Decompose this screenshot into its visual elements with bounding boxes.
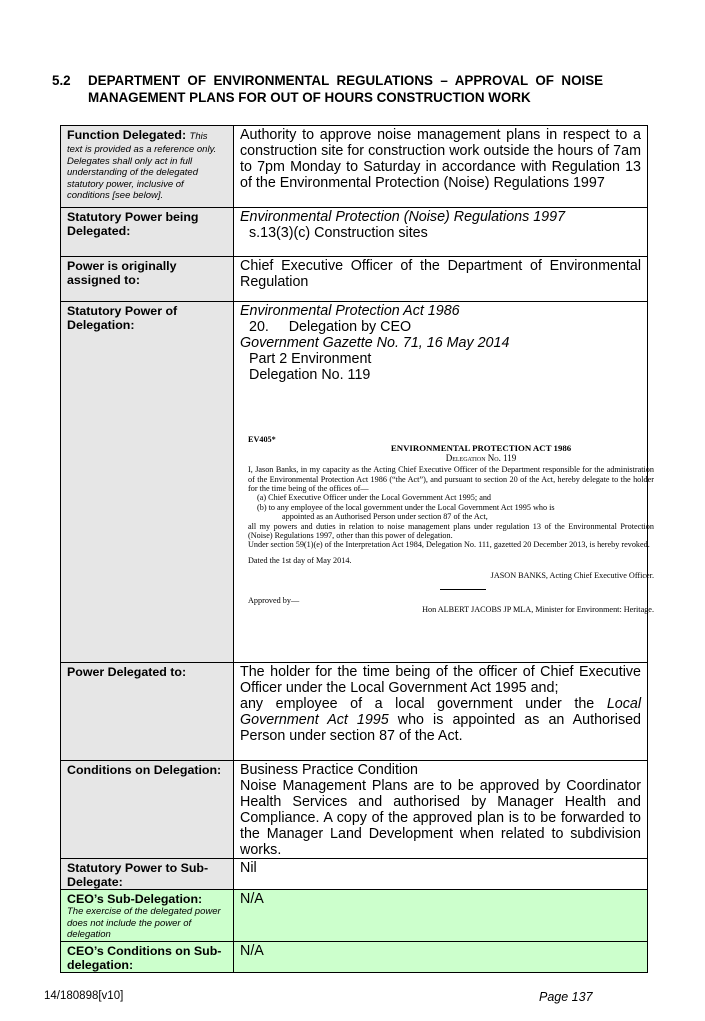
gazette-divider — [440, 589, 486, 590]
row-conditions — [61, 761, 648, 859]
gazette-approved: Approved by— — [248, 595, 300, 605]
gazette-title: ENVIRONMENTAL PROTECTION ACT 1986 — [390, 443, 572, 454]
gazette-delegation-no: Delegation No. 119 — [445, 452, 517, 463]
gazette-item-b: (b) to any employee of the local government under the Local Government Act 1995 who is — [257, 502, 555, 512]
value-ceo-conditions: N/A — [234, 941, 648, 972]
value-function-delegated: Authority to approve noise management plans in respect to a construction site for construction work outside the hours of 7am to 7pm Monday to Saturday in accordance with Regulation 13 of the Environmental Protection (Noise) Regulations 1997 — [234, 126, 648, 208]
label-delegated-to: Power Delegated to: — [61, 663, 234, 761]
document-reference: 14/180898[v10] — [44, 990, 124, 1002]
label-statutory-power: Statutory Power being Delegated: — [61, 208, 234, 257]
gazette-dated: Dated the 1st day of May 2014. — [248, 555, 352, 565]
label-ceo-sub-delegation: CEO’s Sub-Delegation: The exercise of the delegated power does not include the power of delegation — [61, 890, 234, 942]
gazette-item-a: (a) Chief Executive Officer under the Local Government Act 1995; and — [257, 493, 492, 503]
row-delegated-to — [61, 663, 648, 761]
delegation-table — [60, 125, 654, 973]
gazette-para-3: Under section 59(1)(e) of the Interpretation Act 1984, Delegation No. 111, gazetted 20 December 2013, is hereby revoked. — [248, 540, 650, 550]
row-statutory-power — [61, 208, 648, 257]
gazette-code: EV405* — [248, 435, 276, 444]
section-number: 5.2 — [52, 73, 71, 88]
section-title-line-2: MANAGEMENT PLANS FOR OUT OF HOURS CONSTRUCTION WORK — [88, 90, 531, 105]
gazette-minister: Hon ALBERT JACOBS JP MLA, Minister for Environment: Heritage. — [422, 605, 654, 615]
value-delegated-to: The holder for the time being of the officer of Chief Executive Officer under the Local Government Act 1995 and; any employee of a local government under the Local Government Act 1995 who is appointed as an Authorised Person under section 87 of the Act. — [234, 663, 648, 761]
section-title-line-1: DEPARTMENT OF ENVIRONMENTAL REGULATIONS – APPROVAL OF NOISE — [88, 73, 604, 88]
label-function-delegated: Function Delegated: This text is provided as a reference only. Delegates shall only act in full understanding of the delegated statutory power, inclusive of conditions [see below]. — [61, 126, 234, 208]
gazette-extract — [248, 435, 654, 615]
gazette-para-2: all my powers and duties in relation to noise management plans under regulation 13 of the Environmental Protection (Noise) Regulations 1997, other than this power of delegation. — [248, 521, 654, 541]
row-ceo-conditions — [61, 941, 648, 972]
label-power-of-delegation: Statutory Power of Delegation: — [61, 302, 234, 663]
gazette-para-1: I, Jason Banks, in my capacity as the Acting Chief Executive Officer of the Department responsible for the administration of the Environmental Protection Act 1986 (“the Act”), and pursuant to section 20 of the Act, hereby delegate to the holder for the time being of the offices of— — [248, 465, 654, 494]
label-originally-assigned: Power is originally assigned to: — [61, 257, 234, 302]
row-sub-delegate — [61, 859, 648, 890]
ceo-sub-delegation-note: The exercise of the delegated power does not include the power of delegation — [67, 906, 221, 941]
value-conditions: Business Practice Condition Noise Management Plans are to be approved by Coordinator Health Services and authorised by Manager Health and Compliance. A copy of the approved plan is to be forwarded to the Manager Land Development when related to subdivision works. — [234, 761, 648, 859]
value-ceo-sub-delegation: N/A — [234, 890, 648, 942]
page-number: Page 137 — [539, 990, 593, 1004]
function-note: text is provided as a reference only. Delegates shall only act in full understanding of the delegated statutory power, inclusive of conditions [see below]. — [67, 144, 217, 202]
gazette-signatory: JASON BANKS, Acting Chief Executive Officer. — [490, 571, 654, 581]
note-inline: This — [189, 131, 208, 142]
value-power-of-delegation: Environmental Protection Act 1986 20. Delegation by CEO Government Gazette No. 71, 16 May 2014 Part 2 Environment Delegation No. 119 EV405* ENVIRONMENTAL PROTECTION ACT 1986 Delegation No. 119 I, Jason Banks, in my capacity as the Acting Chief Executive Officer of the Department responsible for the administration of the Environmental Protection Act 1986 (“the Act”), and pursuant to section 20 of the Act, hereby delegate to the holder for the time being of the offices of— (a) Chief Executive Officer under the Local Government Act 1995; and (b) to any employee of the local government under the Local Government Act 1995 who is appointed as an Authorised Person under section 87 of the Act, all my powers and duties in relation to noise management plans under regulation 13 of the Environmental Protection (Noise) Regulations 1997, other than this power of delegation. Under section 59(1)(e) of the Interpretation Act 1984, Delegation No. 111, gazetted 20 December 2013, is hereby revoked. Dated the 1st day of May 2014. JASON BANKS, Acting Chief Executive Officer. Approved by— Hon ALBERT JACOBS JP MLA, Minister for Environment: Heritage. — [234, 302, 648, 663]
label-conditions: Conditions on Delegation: — [61, 761, 234, 859]
gazette-item-b-cont: appointed as an Authorised Person under section 87 of the Act, — [282, 512, 488, 522]
label-ceo-conditions: CEO’s Conditions on Sub-delegation: — [61, 941, 234, 972]
row-ceo-sub-delegation — [61, 890, 648, 942]
row-power-of-delegation — [61, 302, 648, 663]
label-sub-delegate: Statutory Power to Sub-Delegate: — [61, 859, 234, 890]
row-originally-assigned — [61, 257, 648, 302]
value-sub-delegate: Nil — [234, 859, 648, 890]
value-originally-assigned: Chief Executive Officer of the Department of Environmental Regulation — [234, 257, 648, 302]
row-function-delegated — [61, 126, 648, 208]
value-statutory-power: Environmental Protection (Noise) Regulations 1997 s.13(3)(c) Construction sites — [234, 208, 648, 257]
